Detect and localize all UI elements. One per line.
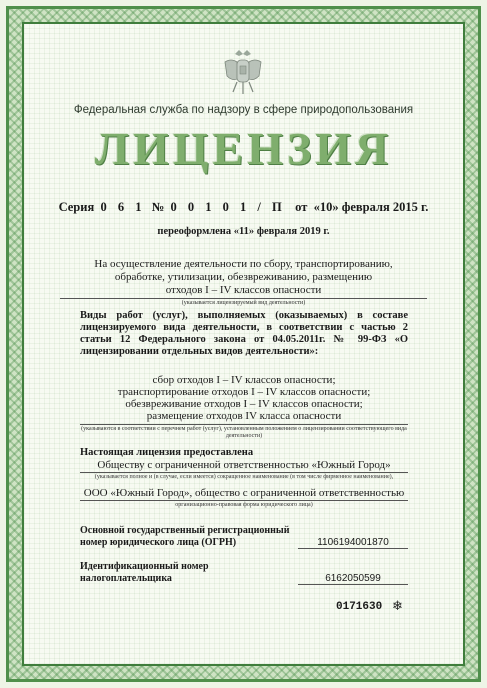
list-item: обезвреживание отходов I – IV классов опасности; [125,398,363,410]
activity-line: На осуществление деятельности по сбору, транспортированию, [94,258,393,270]
licensee-full-caption: (указывается полное и (в случае, если имеется) сокращенное наименование (в том числе фирменное наименование), [80,472,408,481]
works-caption: (указываются в соответствии с перечнем работ (услуг), установленным положением о лицензировании соответствующего вида деятельности) [81,426,407,439]
series-label: Серия [58,200,95,214]
ogrn-value: 1106194001870 [298,537,408,549]
activity-line: отходов I – IV классов опасности [165,284,322,296]
activity-caption: (указывается лицензируемый вид деятельности) [60,298,427,307]
activity-line: обработке, утилизации, обезвреживанию, размещению [114,271,373,283]
series-line [40,200,447,215]
works-list [80,374,408,422]
reissue-date: переоформлена «11» февраля 2019 г. [157,226,330,237]
licensed-activity [60,258,427,297]
document-title: ЛИЦЕНЗИЯ [94,123,393,174]
ogrn-label [80,525,289,549]
list-item: сбор отходов I – IV классов опасности; [152,374,336,386]
ogrn-label-line: номер юридического лица (ОГРН) [80,537,237,548]
licensee-full-name: Обществу с ограниченной ответственностью «Южный Город» [97,459,391,471]
granted-label: Настоящая лицензия предоставлена [80,447,254,458]
inn-label-line: Идентификационный номер [80,561,209,572]
issuing-agency: Федеральная служба по надзору в сфере природопользования [73,104,414,116]
issue-date: «10» февраля 2015 г. [313,200,429,214]
series-number: 0 6 1 [100,200,146,214]
works-heading: Виды работ (услуг), выполняемых (оказываемых) в составе лицензируемого вида деятельности, в соответствии с частью 2 статьи 12 Федерального закона от 04.05.2011г. № 99-ФЗ «О лицензировании отдельных видов деятельности»: [80,310,408,357]
snowflake-icon: ❄ [392,598,403,613]
list-item: транспортирование отходов I – IV классов опасности; [117,386,371,398]
list-item: размещение отходов IV класса опасности [146,410,342,422]
date-prefix: от [295,200,308,214]
inn-label-line: налогоплательщика [80,573,172,584]
inn-value: 6162050599 [298,573,408,585]
number-label: № [151,200,165,214]
licensee-short-caption: организационно-правовая форма юридического лица) [80,500,408,509]
licensee-short-name: ООО «Южный Город», общество с ограниченной ответственностью [83,487,405,499]
ogrn-label-line: Основной государственный регистрационный [80,525,290,536]
form-serial-number: 0171630 [336,601,383,613]
license-number: 0 0 1 0 1 / П [170,200,286,214]
inn-label [80,561,209,585]
eagle-emblem-icon [221,48,265,96]
